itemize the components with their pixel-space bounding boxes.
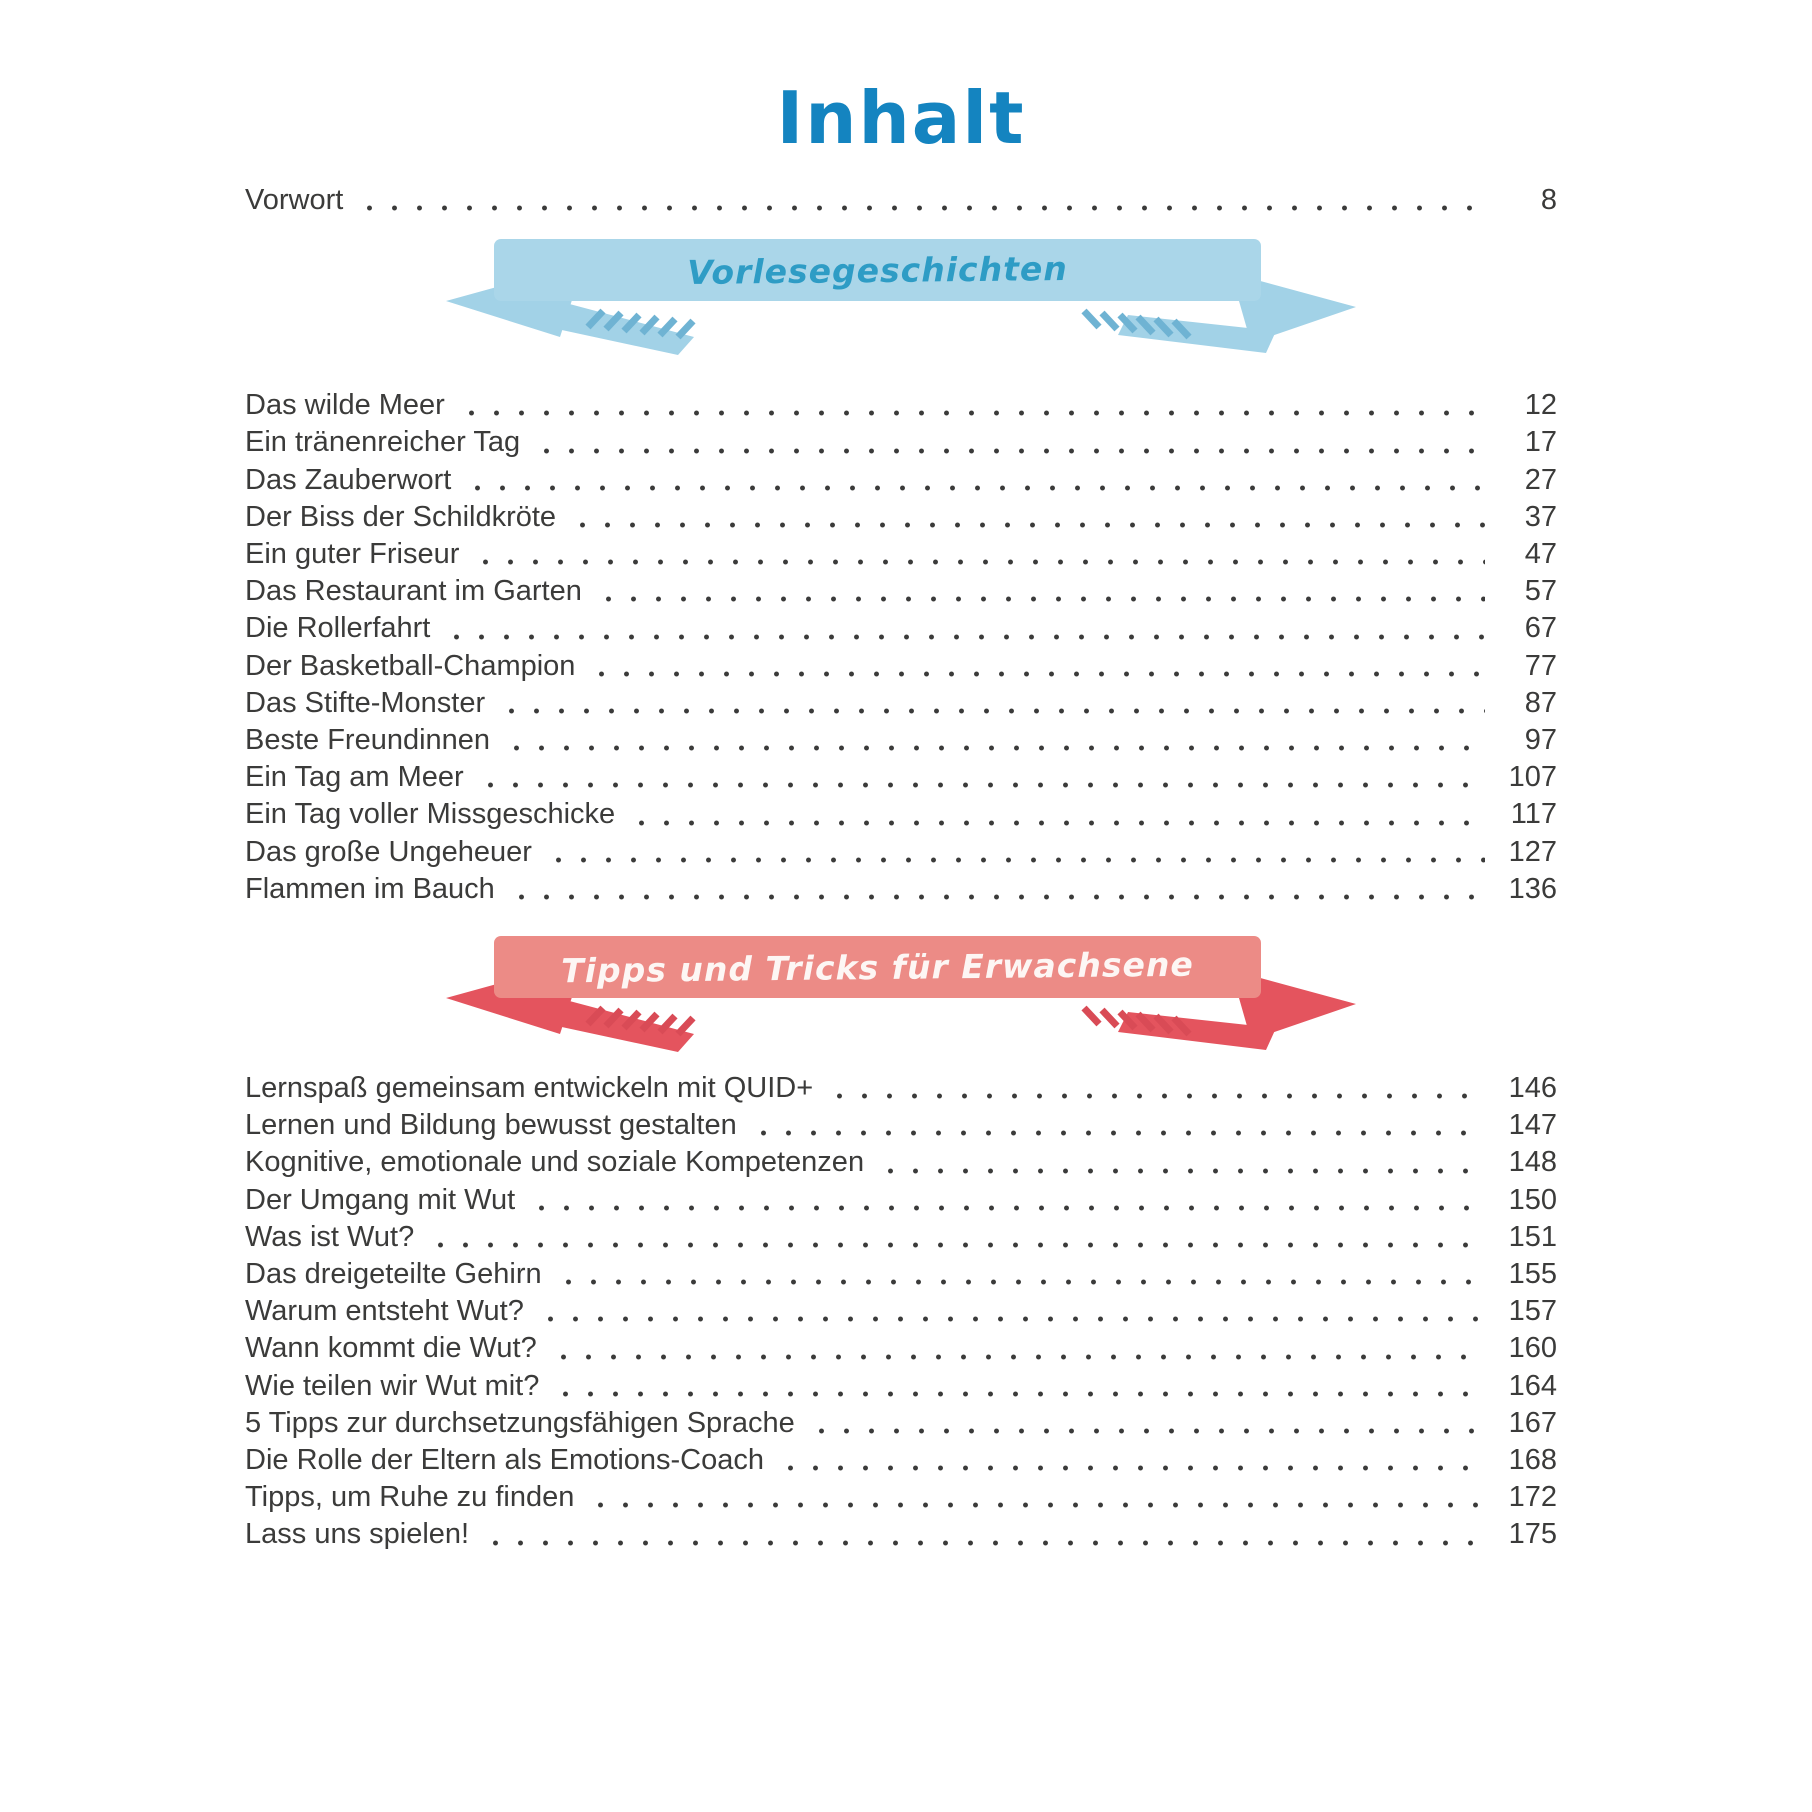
- toc-entry: [245, 499, 1557, 536]
- toc-entry-page: 164: [1508, 1369, 1557, 1402]
- dot-leader: [461, 462, 1485, 499]
- toc-entry-page: 37: [1524, 500, 1557, 533]
- toc-entry: [245, 536, 1557, 573]
- toc-entry-page: 8: [1540, 184, 1557, 216]
- toc-entry: [245, 387, 1557, 424]
- toc-entry-title: Was ist Wut?: [245, 1220, 415, 1253]
- toc-entry-page: 136: [1508, 872, 1557, 905]
- dot-leader: [525, 1182, 1485, 1219]
- toc-entry-title: Kognitive, emotionale und soziale Kompetenzen: [245, 1146, 865, 1179]
- toc-entry-page: 27: [1524, 463, 1557, 496]
- toc-entry: [245, 462, 1557, 499]
- dot-leader: [585, 648, 1485, 685]
- toc-entry: [245, 1219, 1557, 1256]
- toc-entry-title: Vorwort: [245, 184, 344, 216]
- toc-entry-title: Der Basketball-Champion: [245, 649, 576, 682]
- toc-entry-title: Das große Ungeheuer: [245, 835, 532, 868]
- toc-entry-vorwort: [245, 182, 1557, 219]
- toc-entry-page: 47: [1524, 538, 1557, 571]
- toc-entry-page: 151: [1508, 1220, 1557, 1253]
- toc-entry: [245, 1144, 1557, 1181]
- toc-entry-title: Das Zauberwort: [245, 463, 452, 496]
- toc-entry-page: 168: [1508, 1444, 1557, 1477]
- dot-leader: [469, 536, 1485, 573]
- dot-leader: [805, 1405, 1485, 1442]
- toc-entry-title: Die Rollerfahrt: [245, 612, 431, 645]
- toc-entry: [245, 1256, 1557, 1293]
- toc-entry-title: Lernen und Bildung bewusst gestalten: [245, 1109, 737, 1142]
- toc-entry-page: 87: [1524, 686, 1557, 719]
- dot-leader: [625, 796, 1485, 833]
- dot-leader: [500, 722, 1485, 759]
- toc-entry: [245, 1442, 1557, 1479]
- toc-entry-title: Beste Freundinnen: [245, 724, 491, 757]
- toc-entry-page: 148: [1508, 1146, 1557, 1179]
- dot-leader: [440, 610, 1485, 647]
- toc-entry-page: 146: [1508, 1072, 1557, 1105]
- dot-leader: [505, 871, 1485, 908]
- toc-entry-title: Ein Tag voller Missgeschicke: [245, 798, 616, 831]
- toc-entry: [245, 685, 1557, 722]
- toc-entry-page: 97: [1524, 724, 1557, 757]
- dot-leader: [530, 424, 1485, 461]
- dot-leader: [424, 1219, 1485, 1256]
- toc-entry-page: 127: [1508, 835, 1557, 868]
- toc-entry-title: Flammen im Bauch: [245, 872, 495, 905]
- toc-entry-page: 77: [1524, 649, 1557, 682]
- section-banner-vorlesegeschichten: [436, 235, 1366, 365]
- toc-entry-page: 167: [1508, 1406, 1557, 1439]
- dot-leader: [534, 1293, 1485, 1330]
- toc-list-vorlesegeschichten: [245, 387, 1557, 908]
- ribbon-stripes: [588, 311, 1189, 337]
- toc-entry: [245, 796, 1557, 833]
- toc-entry: [245, 722, 1557, 759]
- toc-entry-page: 57: [1524, 575, 1557, 608]
- dot-leader: [542, 834, 1485, 871]
- toc-entry: [245, 424, 1557, 461]
- toc-entry-page: 67: [1524, 612, 1557, 645]
- toc-entry: [245, 573, 1557, 610]
- toc-entry-page: 117: [1510, 798, 1557, 831]
- toc-entry: [245, 834, 1557, 871]
- toc-entry-page: 155: [1508, 1258, 1557, 1291]
- dot-leader: [552, 1256, 1485, 1293]
- toc-entry-title: Das Restaurant im Garten: [245, 575, 582, 608]
- toc-entry-title: Der Biss der Schildkröte: [245, 500, 557, 533]
- section-banner-label: Tipps und Tricks für Erwachsene: [561, 944, 1194, 990]
- toc-entry-title: Das Stifte-Monster: [245, 686, 486, 719]
- dot-leader: [584, 1479, 1485, 1516]
- dot-leader: [547, 1330, 1485, 1367]
- toc-entry: [245, 759, 1557, 796]
- toc-entry-title: Warum entsteht Wut?: [245, 1295, 524, 1328]
- toc-entry: [245, 1293, 1557, 1330]
- toc-entry: [245, 1405, 1557, 1442]
- toc-entry-title: Ein tränenreicher Tag: [245, 426, 521, 459]
- toc-entry-page: 107: [1508, 761, 1557, 794]
- toc-entry: [245, 1516, 1557, 1553]
- ribbon-stripes: [588, 1008, 1189, 1034]
- dot-leader: [592, 573, 1485, 610]
- toc-entry: [245, 1479, 1557, 1516]
- toc-entry: [245, 648, 1557, 685]
- toc-entry-title: Das dreigeteilte Gehirn: [245, 1258, 542, 1291]
- dot-leader: [747, 1107, 1485, 1144]
- toc-entry: [245, 1368, 1557, 1405]
- dot-leader: [455, 387, 1485, 424]
- toc-entry-page: 150: [1508, 1183, 1557, 1216]
- dot-leader: [823, 1070, 1485, 1107]
- toc-entry-title: Die Rolle der Eltern als Emotions-Coach: [245, 1444, 764, 1477]
- toc-entry-title: 5 Tipps zur durchsetzungsfähigen Sprache: [245, 1406, 795, 1439]
- toc-entry-title: Ein Tag am Meer: [245, 761, 464, 794]
- toc-entry-title: Der Umgang mit Wut: [245, 1183, 516, 1216]
- toc-entry: [245, 1182, 1557, 1219]
- toc-entry-title: Wann kommt die Wut?: [245, 1332, 537, 1365]
- toc-entry: [245, 610, 1557, 647]
- toc-entry-page: 175: [1508, 1518, 1557, 1551]
- toc-entry: [245, 871, 1557, 908]
- page-title: Inhalt: [776, 76, 1026, 160]
- dot-leader: [479, 1516, 1485, 1553]
- toc-list-tipps-und-tricks: [245, 1070, 1557, 1554]
- toc-entry-page: 157: [1508, 1295, 1557, 1328]
- section-banner-tipps-und-tricks: [436, 932, 1366, 1062]
- toc-entry-title: Wie teilen wir Wut mit?: [245, 1369, 540, 1402]
- toc-entry-title: Ein guter Friseur: [245, 538, 460, 571]
- toc-entry-title: Lernspaß gemeinsam entwickeln mit QUID+: [245, 1072, 814, 1105]
- dot-leader: [566, 499, 1485, 536]
- toc-entry-page: 160: [1508, 1332, 1557, 1365]
- dot-leader: [353, 182, 1485, 219]
- toc-entry: [245, 1330, 1557, 1367]
- toc-entry: [245, 1107, 1557, 1144]
- toc-entry-page: 172: [1508, 1481, 1557, 1514]
- toc-entry: [245, 1070, 1557, 1107]
- dot-leader: [495, 685, 1485, 722]
- toc-entry-page: 12: [1524, 389, 1557, 422]
- toc-entry-page: 17: [1524, 426, 1557, 459]
- dot-leader: [474, 759, 1485, 796]
- toc-entry-page: 147: [1508, 1109, 1557, 1142]
- section-banner-label: Vorlesegeschichten: [687, 248, 1068, 292]
- dot-leader: [774, 1442, 1485, 1479]
- toc-entry-title: Das wilde Meer: [245, 389, 445, 422]
- toc-entry-title: Lass uns spielen!: [245, 1518, 470, 1551]
- dot-leader: [874, 1144, 1485, 1181]
- toc-entry-title: Tipps, um Ruhe zu finden: [245, 1481, 575, 1514]
- dot-leader: [549, 1368, 1485, 1405]
